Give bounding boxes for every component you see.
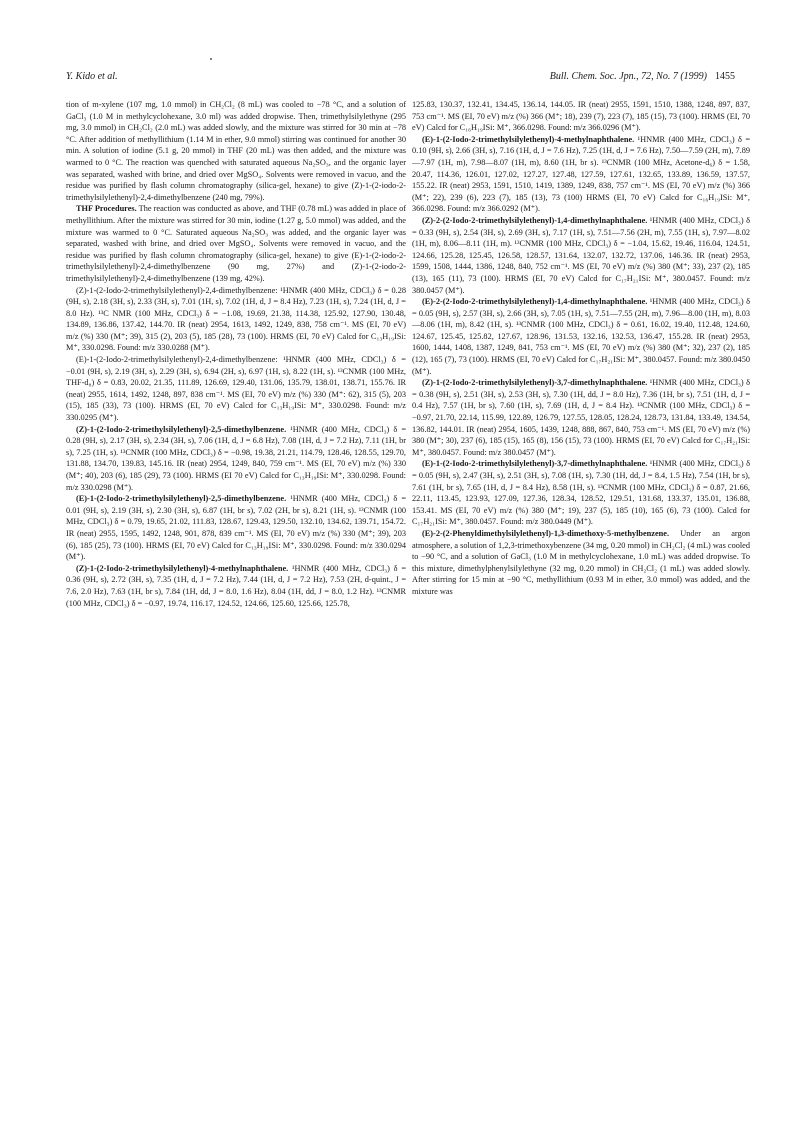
paragraph-text: ¹HNMR (400 MHz, CDCl₃) δ = 0.28 (9H, s), 2.17 (3H, s), 2.34 (3H, s), 7.06 (1H, d, J = 6.8 Hz), 7.08 (1H, d, J = 7.2 Hz), 7.11 (1H, br s), 7.25 (1H, s). ¹³CNMR (100 MHz, CDCl₃) δ = −0.98, 19.38, 21.21, 114.79, 128.46, 128.55, 129.70, 131.88, 134.70, 139.83, 145.16. IR (neat) 2954, 1249, 840, 759 cm⁻¹. MS (EI, 70 eV) m/z (%) 330 (M⁺; 40), 203 (6), 185 (29), 73 (100). HRMS (EI 70 eV) Calcd for C₁₃H₁₉ISi: M⁺, 330.0298. Found: m/z 330.0298 (M⁺). — [66, 424, 406, 492]
left-column — [66, 99, 406, 609]
running-header — [66, 71, 735, 87]
compound-heading: THF Procedures. — [76, 204, 137, 214]
header-journal: Bull. Chem. Soc. Jpn., 72, No. 7 (1999) — [549, 71, 707, 82]
header-authors: Y. Kido et al. — [66, 71, 118, 82]
compound-heading: (Z)-1-(2-Iodo-2-trimethylsilylethenyl)-2,5-dimethylbenzene. — [76, 424, 287, 434]
paragraph-text: 125.83, 130.37, 132.41, 134.45, 136.14, 144.05. IR (neat) 2955, 1591, 1510, 1388, 1248, 897, 837, 753 cm⁻¹. MS (EI, 70 eV) m/z (%) 366 (M⁺; 18), 239 (7), 223 (7), 185 (15), 73 (100). HRMS (EI, 70 eV) Calcd for C₁₆H₁₉ISi: M⁺, 366.0298. Found: m/z 366.0296 (M⁺). — [412, 100, 750, 133]
header-page-number: 1455 — [715, 71, 735, 82]
paragraph — [412, 215, 750, 296]
paragraph — [66, 493, 406, 563]
paragraph — [66, 99, 406, 203]
compound-heading: (Z)-1-(2-Iodo-2-trimethylsilylethenyl)-3,7-dimethylnaphthalene. — [422, 378, 648, 388]
paragraph-text: (Z)-1-(2-Iodo-2-trimethylsilylethenyl)-2,4-dimethylbenzene: ¹HNMR (400 MHz, CDCl₃) δ = 0.28 (9H, s), 2.18 (3H, s), 2.33 (3H, s), 7.01 (1H, s), 7.02 (1H, d, J = 8.4 Hz), 7.23 (1H, s), 7.24 (1H, d, J = 8.0 Hz). ¹³C NMR (100 MHz, CDCl₃) δ = −1.08, 19.69, 21.38, 114.38, 125.92, 127.90, 130.48, 134.89, 136.86, 137.42, 144.70. IR (neat) 2954, 1613, 1492, 1249, 838, 758 cm⁻¹. MS (EI, 70 eV) m/z (%) 330 (M⁺; 39), 315 (2), 203 (5), 185 (28), 73 (100). HRMS (EI, 70 eV) Calcd for C₁₃H₁₉ISi: M⁺, 330.0298. Found: m/z 330.0288 (M⁺). — [66, 285, 406, 353]
compound-heading: (E)-2-(2-Phenyldimethylsilylethenyl)-1,3-dimethoxy-5-methylbenzene. — [422, 528, 670, 538]
right-column — [412, 99, 750, 598]
header-journal-info — [550, 71, 735, 82]
compound-heading: (E)-1-(2-Iodo-2-trimethylsilylethenyl)-3,7-dimethylnaphthalene. — [422, 459, 648, 469]
paragraph-text: ¹HNMR (400 MHz, CDCl₃) δ = 0.01 (9H, s), 2.19 (3H, s), 2.30 (3H, s), 6.87 (1H, br s), 7.02 (2H, br s), 8.21 (1H, s). ¹³CNMR (100 MHz, CDCl₃) δ = 0.79, 19.65, 21.02, 111.83, 128.67, 129.43, 129.50, 132.10, 134.62, 139.71, 154.72. IR (neat) 2955, 1595, 1492, 1248, 901, 878, 839 cm⁻¹. MS (EI, 70 eV) m/z (%) 330 (M⁺; 39), 203 (6), 185 (25), 73 (100). HRMS (EI, 70 eV) Calcd for C₁₃H₁₉ISi: M⁺, 330.0298. Found: m/z 330.0294 (M⁺). — [66, 494, 406, 562]
paragraph — [412, 528, 750, 598]
paragraph — [412, 377, 750, 458]
paragraph-text: ¹HNMR (400 MHz, CDCl₃) δ = 0.10 (9H, s), 2.66 (3H, s), 7.16 (1H, d, J = 7.6 Hz), 7.25 (1H, d, J = 7.6 Hz), 7.50—7.59 (2H, m), 7.89—7.97 (1H, m), 7.98—8.07 (1H, m), 8.60 (1H, br s). ¹³CNMR (100 MHz, Acetone-d₆) δ = 1.58, 20.47, 114.36, 126.01, 127.02, 127.27, 127.48, 127.59, 127.61, 132.65, 133.89, 136.59, 137.57, 155.22. IR (neat) 2953, 1591, 1510, 1419, 1389, 1249, 838, 757 cm⁻¹. MS (EI, 70 eV) m/z (%) 366 (M⁺; 22), 239 (6), 223 (7), 185 (13), 73 (100) HRMS (EI, 70 eV) Calcd for C₁₆H₁₉ISi: M⁺, 366.0298. Found: m/z 366.0292 (M⁺). — [412, 134, 750, 214]
scan-speck — [210, 58, 212, 60]
paragraph — [412, 99, 750, 134]
paragraph — [66, 563, 406, 609]
compound-heading: (E)-1-(2-Iodo-2-trimethylsilylethenyl)-4-methylnaphthalene. — [422, 134, 635, 144]
paragraph-text: tion of m-xylene (107 mg, 1.0 mmol) in CH₂Cl₂ (8 mL) was cooled to −78 °C, and a solution of GaCl₃ (1.0 M in methylcyclohexane, 3.0 ml) was added dropwise. Then, trimethylsilylethyne (295 mg, 3.0 mmol) in CH₂Cl₂ (2.0 mL) was added slowly, and the mixture was stirred for 30 min at −78 °C. After addition of methyllithium (1.14 M in ether, 9.0 mmol) stirring was continued for another 30 min. A solution of iodine (5.1 g, 20 mmol) in THF (20 mL) was then added, and the mixture was warmed to 0 °C. The reaction was quenched with saturated aqueous Na₂SO₃, and the organic layer was separated, washed with brine, and dried over MgSO₄. Solvents were removed in vacuo, and the residue was purified by flash column chromatography (silica-gel, hexane) to give (Z)-1-(2-iodo-2-trimethylsilylethenyl)-2,4-dimethylbenzene (240 mg, 79%). — [66, 100, 406, 202]
paragraph-text: (E)-1-(2-Iodo-2-trimethylsilylethenyl)-2,4-dimethylbenzene: ¹HNMR (400 MHz, CDCl₃) δ = −0.01 (9H, s), 2.19 (3H, s), 2.29 (3H, s), 6.94 (2H, s), 6.97 (1H, s), 8.22 (1H, s). ¹³CNMR (100 MHz, THF-d₈) δ = 0.83, 20.02, 21.35, 111.89, 126.69, 129.40, 131.06, 135.79, 138.01, 138.71, 155.76. IR (neat) 2955, 1614, 1492, 1248, 897, 838 cm⁻¹. MS (EI, 70 eV) m/z (%) 330 (M⁺: 62), 315 (5), 203 (15), 185 (33), 73 (100). HRMS (EI, 70 eV) Calcd for C₁₃H₁₉ISi: M⁺, 330.0298. Found: m/z 330.0295 (M⁺). — [66, 355, 406, 423]
paragraph-text: ¹HNMR (400 MHz, CDCl₃) δ = 0.05 (9H, s), 2.47 (3H, s), 2.51 (3H, s), 7.08 (1H, s), 7.30 (1H, dd, J = 8.4, 1.5 Hz), 7.54 (1H, br s), 7.61 (1H, br s), 7.65 (1H, d, J = 8.4 Hz), 8.58 (1H, s). ¹³CNMR (100 MHz, CDCl₃) δ = 0.87, 21.66, 22.11, 113.45, 123.93, 127.09, 127.36, 128.34, 128.52, 129.51, 131.68, 133.37, 135.01, 136.88, 153.41. MS (EI, 70 eV) m/z (%) 380 (M⁺; 19), 237 (5), 185 (10), 165 (6), 73 (100). Calcd for C₁₇H₂₁ISi: M⁺, 380.0457. Found: m/z 380.0449 (M⁺). — [412, 459, 750, 527]
paragraph — [66, 424, 406, 494]
paragraph — [412, 296, 750, 377]
paragraph-text: The reaction was conducted as above, and THF (0.78 mL) was added in place of methyllithium. After the mixture was stirred for 30 min, iodine (1.27 g, 5.0 mmol) was added, and the mixture was warmed to 0 °C. Saturated aqueous Na₂SO₃ was added, and the organic layer was separated, washed with brine, and dried over MgSO₄. Solvents were removed in vacuo, and the residue was purified by flash column chromatography (silica-gel, hexane) to give (E)-1-(2-iodo-2-trimethylsilylethenyl)-2,4-dimethylbenzene (90 mg, 27%) and (Z)-1-(2-iodo-2-trimethylsilylethenyl)-2,4-dimethylbenzene (139 mg, 42%). — [66, 204, 406, 283]
compound-heading: (E)-1-(2-Iodo-2-trimethylsilylethenyl)-2,5-dimethylbenzene. — [76, 494, 287, 504]
paragraph — [66, 285, 406, 355]
paragraph-text: ¹HNMR (400 MHz, CDCl₃) δ = 0.38 (9H, s), 2.51 (3H, s), 2.53 (3H, s), 7.30 (1H, dd, J = 8.0 Hz), 7.36 (1H, br s), 7.51 (1H, d, J = 0.4 Hz), 7.57 (1H, br s), 7.60 (1H, s), 7.69 (1H, d, J = 8.4 Hz). ¹³CNMR (100 MHz, CDCl₃) δ = −0.97, 21.70, 22.14, 115.99, 122.89, 126.79, 127.55, 128.05, 128.24, 128.73, 131.84, 133.49, 134.54, 136.82, 144.01. IR (neat) 2954, 1605, 1439, 1248, 888, 867, 840, 753 cm⁻¹. MS (EI, 70 eV) m/z (%) 380 (M⁺; 30), 237 (6), 185 (15), 165 (8), 156 (15), 73 (100). HRMS (EI, 70 eV) Calcd for C₁₇H₂₁ISi: M⁺, 380.0457. Found: m/z 380.0457 (M⁺). — [412, 378, 750, 457]
paragraph — [66, 203, 406, 284]
paragraph — [412, 134, 750, 215]
paragraph-text: ¹HNMR (400 MHz, CDCl₃) δ = 0.33 (9H, s), 2.54 (3H, s), 2.69 (3H, s), 7.17 (1H, s), 7.51—7.56 (2H, m), 7.55 (1H, s), 7.97—8.02 (1H, m), 8.06—8.11 (1H, m). ¹³CNMR (100 MHz, CDCl₃) δ = −1.04, 15.62, 19.46, 116.04, 124.51, 124.66, 125.28, 125.45, 126.58, 128.57, 131.64, 132.07, 132.72, 137.06, 146.36. IR (neat) 2953, 1599, 1508, 1444, 1386, 1248, 840, 752 cm⁻¹. MS (EI, 70 eV) m/z (%) 380 (M⁺; 33), 237 (2), 185 (13), 165 (11), 73 (100). HRMS (EI, 70 eV) Calcd for C₁₇H₂₁ISi: M⁺, 380.0457. Found: m/z 380.0457 (M⁺). — [412, 215, 750, 295]
paragraph-text: ¹HNMR (400 MHz, CDCl₃) δ = 0.36 (9H, s), 2.72 (3H, s), 7.35 (1H, d, J = 7.2 Hz), 7.44 (1H, d, J = 7.2 Hz), 7.53 (2H, d-quint., J = 7.6, 2.0 Hz), 7.63 (1H, br s), 7.84 (1H, dd, J = 8.0, 1.6 Hz), 8.04 (1H, dd, J = 8.0, 1.2 Hz). ¹³CNMR (100 MHz, CDCl₃) δ = −0.97, 19.74, 116.17, 124.52, 124.66, 125.60, 125.66, 125.78, — [66, 563, 407, 608]
paragraph — [412, 458, 750, 528]
compound-heading: (Z)-1-(2-Iodo-2-trimethylsilylethenyl)-4-methylnaphthalene. — [76, 563, 289, 573]
compound-heading: (E)-2-(2-Iodo-2-trimethylsilylethenyl)-1,4-dimethylnaphthalene. — [422, 297, 648, 307]
paragraph-text: ¹HNMR (400 MHz, CDCl₃) δ = 0.05 (9H, s), 2.57 (3H, s), 2.66 (3H, s), 7.05 (1H, s), 7.51—7.55 (2H, m), 7.96—8.00 (1H, m), 8.03—8.06 (1H, m), 8.42 (1H, s). ¹³CNMR (100 MHz, CDCl₃) δ = 0.61, 16.02, 19.40, 112.48, 124.60, 124.67, 125.45, 125.82, 127.67, 128.96, 131.53, 132.16, 132.53, 136.47, 155.28. IR (neat) 2953, 1600, 1444, 1408, 1387, 1249, 841, 753 cm⁻¹. MS (EI, 70 eV) m/z (%) 380 (M⁺; 32), 237 (2), 185 (12), 165 (7), 73 (100). HRMS (EI, 70 eV) Calcd for C₁₇H₂₁ISi: M⁺, 380.0457. Found: m/z 380.0450 (M⁺). — [412, 297, 750, 376]
paragraph — [66, 354, 406, 424]
paragraph-text: Under an argon atmosphere, a solution of 1,2,3-trimethoxybenzene (34 mg, 0.20 mmol) in CH₂Cl₂ (4 mL) was cooled to −90 °C, and a solution of GaCl₃ (1.0 M in methylcyclohexane, 1.0 mL) was added dropwise. To this mixture, dimethylphenylsilylethyne (32 mg, 0.20 mmol) in CH₂Cl₂ (1 mL) was added slowly. After stirring for 15 min at −90 °C, methyllithium (0.93 M in ether, 3.0 mmol) was added, and the mixture was — [412, 528, 750, 596]
compound-heading: (Z)-2-(2-Iodo-2-trimethylsilylethenyl)-1,4-dimethylnaphthalene. — [422, 215, 648, 225]
